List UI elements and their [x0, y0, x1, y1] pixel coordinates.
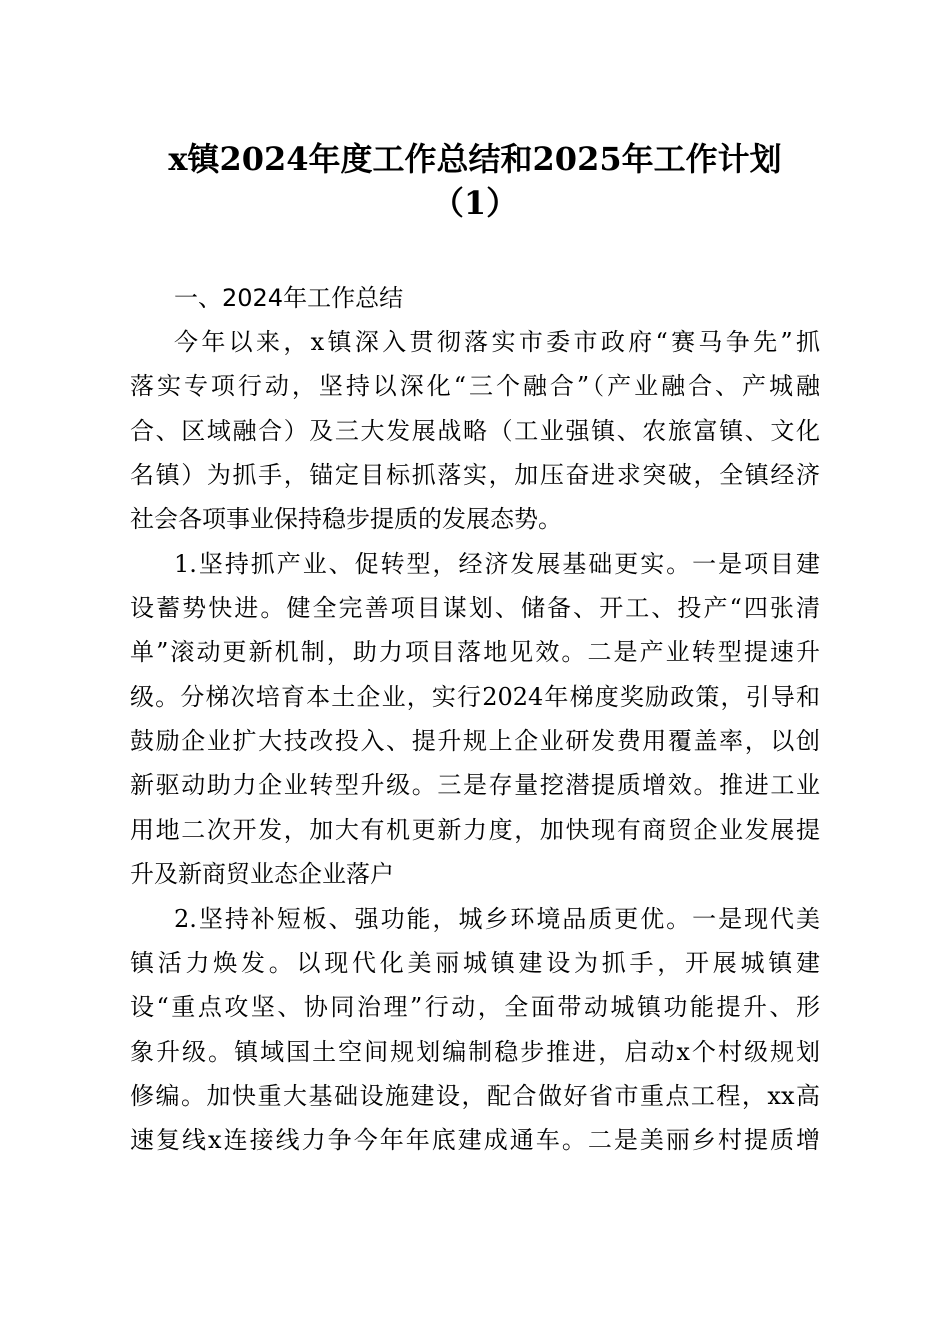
paragraph-line: 单”滚动更新机制，助力项目落地见效。二是产业转型提速升	[130, 638, 820, 666]
paragraph-line: 新驱动助力企业转型升级。三是存量挖潜提质增效。推进工业	[130, 771, 820, 799]
section-heading: 一、2024年工作总结	[174, 284, 404, 312]
paragraph-line: 用地二次开发，加大有机更新力度，加快现有商贸企业发展提	[130, 816, 820, 844]
paragraph-line: 象升级。镇域国土空间规划编制稳步推进，启动x个村级规划	[130, 1038, 820, 1066]
paragraph-line: 级。分梯次培育本土企业，实行2024年梯度奖励政策，引导和	[130, 683, 820, 711]
document-title-line-2: （1）	[431, 184, 519, 222]
paragraph-line: 鼓励企业扩大技改投入、提升规上企业研发费用覆盖率，以创	[130, 727, 820, 755]
document-title-line-1: x镇2024年度工作总结和2025年工作计划	[168, 140, 782, 178]
paragraph-line: 设蓄势快进。健全完善项目谋划、储备、开工、投产“四张清	[130, 594, 820, 622]
paragraph-line: 镇活力焕发。以现代化美丽城镇建设为抓手，开展城镇建	[130, 949, 820, 977]
paragraph-line: 名镇）为抓手，锚定目标抓落实，加压奋进求突破，全镇经济	[130, 461, 820, 489]
paragraph-line: 设“重点攻坚、协同治理”行动，全面带动城镇功能提升、形	[130, 993, 820, 1021]
paragraph-line: 合、区域融合）及三大发展战略（工业强镇、农旅富镇、文化	[130, 417, 820, 445]
paragraph-line: 速复线x连接线力争今年年底建成通车。二是美丽乡村提质增	[130, 1126, 820, 1154]
paragraph-line: 今年以来，x镇深入贯彻落实市委市政府“赛马争先”抓	[174, 328, 820, 356]
paragraph-line: 1.坚持抓产业、促转型，经济发展基础更实。一是项目建	[174, 550, 820, 578]
paragraph-line: 落实专项行动，坚持以深化“三个融合”（产业融合、产城融	[130, 372, 820, 400]
paragraph-line: 升及新商贸业态企业落户	[130, 860, 394, 888]
paragraph-line: 社会各项事业保持稳步提质的发展态势。	[130, 505, 562, 533]
paragraph-line: 修编。加快重大基础设施建设，配合做好省市重点工程，xx高	[130, 1082, 820, 1110]
paragraph-line: 2.坚持补短板、强功能，城乡环境品质更优。一是现代美	[174, 905, 820, 933]
